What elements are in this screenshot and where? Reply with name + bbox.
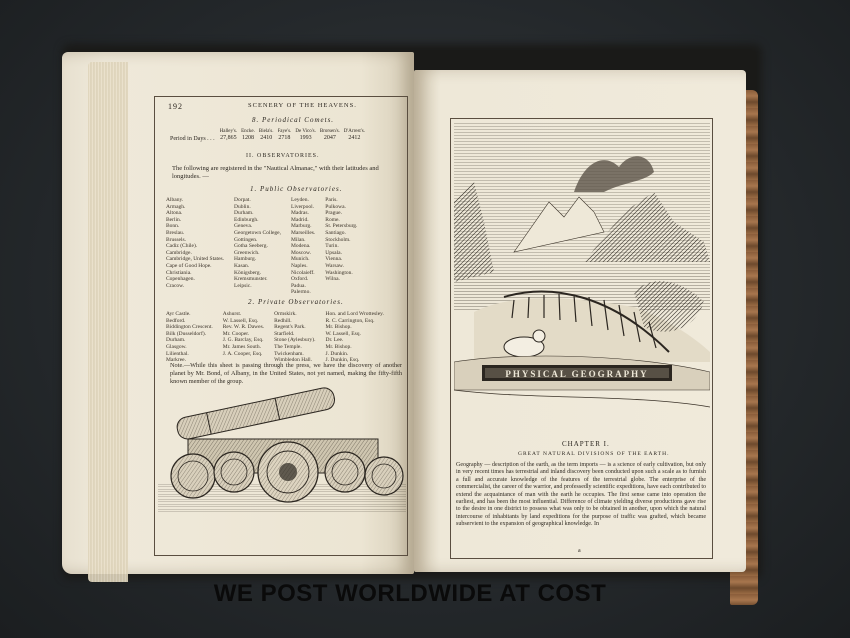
comet-period: 2412 [348, 135, 361, 141]
observatories-intro: The following are registered in the "Nautical Almanac," with their latitudes and longitudes. — [172, 165, 379, 180]
observatory-entry: J. G. Barclay, Esq. [222, 337, 264, 344]
observatory-entry: Washington. [325, 269, 353, 276]
comet-entry [259, 128, 274, 143]
observatory-entry: Cadiz (Chile). [166, 243, 198, 250]
private-col-3 [274, 311, 315, 364]
observatory-entry: Rome. [325, 216, 340, 223]
running-head: SCENERY OF THE HEAVENS. [248, 102, 357, 109]
comet-period: 2047 [323, 135, 336, 141]
observatory-entry: Vienna. [325, 256, 343, 263]
observatory-entry: Altona. [166, 210, 183, 217]
comet-period: 2718 [278, 135, 291, 141]
observatory-entry: Leipsic. [234, 282, 252, 289]
observatory-entry: Berlin. [166, 216, 182, 223]
signature-mark: a [578, 548, 581, 554]
observatory-entry: Königsberg. [234, 269, 261, 276]
observatory-entry: Copenhagen. [166, 276, 195, 283]
observatory-entry: Cambridge, United States. [166, 256, 225, 263]
observatory-entry: Upsala. [325, 249, 342, 256]
public-col-3 [291, 197, 315, 296]
section-title: 8. Periodical Comets. [252, 116, 335, 124]
observatory-entry: Modena. [291, 243, 311, 250]
observatory-entry: R. C. Carrington, Esq. [325, 317, 375, 324]
period-label: Period in Days . . . [170, 136, 215, 142]
comet-period: 1993 [299, 135, 312, 141]
private-col-2 [223, 311, 264, 364]
private-col-1 [166, 311, 213, 364]
observatory-entry: Leyden. [291, 197, 309, 203]
observatory-entry: Stockholm. [325, 236, 351, 243]
comet-name: De Vico's. [295, 129, 316, 134]
observatory-entry: Milan. [291, 236, 306, 243]
comet-entry [241, 128, 255, 143]
comet-entry [295, 128, 316, 143]
comet-name: Brorsen's. [319, 129, 340, 134]
observatory-entry: Kremsmunster. [234, 276, 268, 283]
comet-period: 1208 [241, 135, 254, 141]
observatory-entry: Edinburgh. [234, 216, 259, 223]
comet-entry [320, 128, 340, 143]
observatory-entry: Dublin. [234, 203, 251, 210]
observatory-entry: Cambridge. [166, 249, 192, 256]
observatory-entry: Albany. [166, 197, 184, 203]
observatories-head: II. OBSERVATORIES. [246, 153, 320, 159]
observatory-entry: W. Lassell, Esq. [222, 317, 259, 324]
observatory-entry: Christiania. [166, 269, 192, 276]
observatory-entry: Hon. and Lord Wrottesley. [325, 311, 384, 317]
comet-entry [278, 128, 292, 143]
observatory-entry: Dorpat. [234, 197, 251, 203]
observatory-entry: Twickenham. [274, 350, 304, 357]
observatory-entry: Ashurst. [222, 311, 242, 317]
observatory-entry: Cracow. [166, 282, 185, 289]
public-col-1 [166, 197, 224, 296]
private-title: 2. Private Observatories. [248, 298, 344, 306]
observatory-entry: Palermo. [291, 289, 311, 296]
observatory-entry: Mr. Bishop. [325, 343, 352, 350]
chapter-paragraph: Geography — description of the earth, as the term imports — is a science of early cultivation, but only in very recent times has terrestrial and inland discovery been conducted upon such a scale as to furnish a full and accurate knowledge of the features of the terrestrial globe. The enterprise of the commercialist, the career of the warrior, and professedly scientific expeditions, have each contributed to extend the acquaintance of man with the earth he occupies. The first sense came into operation the earliest, and has been the most influential. Difference of climate yielding diverse productions gave rise to the desire in one district to possess what was only to be obtained in another, upon which the natural intercourse of inhabitants by land expeditions for the purpose of traffic was grafted, which became subservient to the expansion of geographical knowledge. In [456, 462, 706, 528]
observatory-entry: J. Dunkin, Esq. [325, 357, 360, 364]
observatory-entry: Santiago. [325, 229, 346, 236]
observatory-entry: Warsaw. [325, 262, 344, 269]
open-book [62, 38, 762, 578]
observatory-entry: Pulkowa. [325, 203, 346, 210]
observatory-entry: Marburg. [291, 223, 312, 230]
observatory-entry: Rev. W. R. Dawes. [222, 324, 265, 331]
observatory-entry: Dr. Lee. [325, 337, 344, 344]
public-col-2 [234, 197, 281, 296]
observatory-entry: Regent's Park. [274, 324, 306, 331]
observatory-entry: Greenwich. [234, 249, 260, 256]
observatory-entry: St. Petersburg. [325, 223, 358, 230]
observatory-entry: Munich. [291, 256, 310, 263]
observatory-entry: Glasgow. [166, 343, 187, 350]
observatory-entry: Starfield. [274, 330, 295, 337]
observatory-entry: Bonn. [166, 223, 180, 230]
public-observatories [166, 197, 357, 296]
note-paragraph: Note.—While this sheet is passing through the press, we have the discovery of another planet by Mr. Bond, of Albany, in the United States, not yet named, making the fifty-fifth known member of the group. [170, 362, 402, 385]
observatory-entry: Biddington Crescent. [166, 324, 213, 331]
observatory-entry: Wilna. [325, 276, 340, 283]
comet-period: 2410 [260, 135, 273, 141]
observatory-entry: Nicolaieff. [291, 269, 315, 276]
observatory-entry: Prague. [325, 210, 342, 217]
banner-title: PHYSICAL GEOGRAPHY [505, 369, 649, 379]
observatory-entry: Georgetown College, [234, 229, 281, 236]
observatory-entry: Armagh. [166, 203, 186, 210]
observatory-entry: Bedford. [166, 317, 186, 324]
public-col-4 [325, 197, 357, 296]
observatory-entry: Brussels. [166, 236, 187, 243]
public-title: 1. Public Observatories. [250, 185, 343, 193]
page-edges [88, 62, 128, 582]
observatory-entry: Redhill. [274, 317, 292, 324]
left-page [62, 52, 414, 574]
observatory-entry: Lilienthal. [166, 350, 189, 357]
comet-table [170, 128, 365, 143]
physical-geography-engraving [454, 122, 710, 422]
chapter-title: CHAPTER I. [562, 440, 610, 448]
comet-name: Biela's. [258, 129, 274, 134]
observatory-entry: W. Lassell, Esq. [325, 330, 361, 337]
page-number: 192 [168, 102, 183, 111]
observatory-entry: Madrid. [291, 216, 309, 223]
observatory-entry: Gotha Seeberg. [234, 243, 268, 250]
observatory-entry: Geneva. [234, 223, 253, 230]
right-page [414, 70, 746, 572]
observatory-entry: Turin. [325, 243, 339, 250]
observatory-entry: Wimbledon Hall. [274, 357, 313, 364]
observatory-entry: Mr. Cooper. [222, 330, 250, 337]
private-col-4 [325, 311, 383, 364]
observatory-entry: Hamburg. [234, 256, 257, 263]
comet-name: Halley's. [219, 129, 238, 134]
observatory-entry: J. Dunkin. [325, 350, 349, 357]
observatory-entry: Liverpool. [291, 203, 315, 210]
observatory-entry: Moscow. [291, 249, 311, 256]
chapter-subtitle: GREAT NATURAL DIVISIONS OF THE EARTH. [518, 451, 670, 457]
observatory-entry: Ormskirk. [274, 311, 297, 317]
observatory-entry: Ayr Castle. [166, 311, 191, 317]
observatory-entry: J. A. Cooper, Esq. [222, 350, 263, 357]
observatory-entry: Oxford. [291, 276, 309, 283]
observatory-entry: Naples. [291, 262, 308, 269]
observatory-entry: Markree. [166, 357, 187, 364]
observatory-entry: Paris. [325, 197, 338, 203]
private-observatories [166, 311, 384, 364]
observatory-entry: Kasan. [234, 262, 250, 269]
telescope-engraving [158, 384, 406, 516]
observatory-entry: Stone (Aylesbury). [274, 337, 316, 344]
comet-name: D'Arrest's. [343, 129, 365, 134]
observatory-entry: Mr. Bishop. [325, 324, 352, 331]
observatory-entry: Marseilles. [291, 229, 316, 236]
shipping-caption: WE POST WORLDWIDE AT COST [213, 580, 607, 607]
observatory-entry: Cape of Good Hope. [166, 262, 212, 269]
observatory-entry: Bilk (Dusseldorf). [166, 330, 207, 337]
observatory-entry: Durham. [166, 337, 186, 344]
observatory-entry: The Temple. [274, 343, 302, 350]
comet-entry [344, 128, 365, 143]
observatory-entry: Breslau. [166, 229, 185, 236]
observatory-entry: Padua. [291, 282, 306, 289]
comet-name: Encke. [241, 129, 255, 134]
observatory-entry: Durham. [234, 210, 254, 217]
comet-name: Faye's. [277, 129, 292, 134]
comet-period: 27,865 [220, 135, 237, 141]
comet-entry [220, 128, 237, 143]
observatory-entry: Gottingen. [234, 236, 258, 243]
observatory-entry: Madras. [291, 210, 309, 217]
observatory-entry: Mr. James South. [222, 343, 261, 350]
